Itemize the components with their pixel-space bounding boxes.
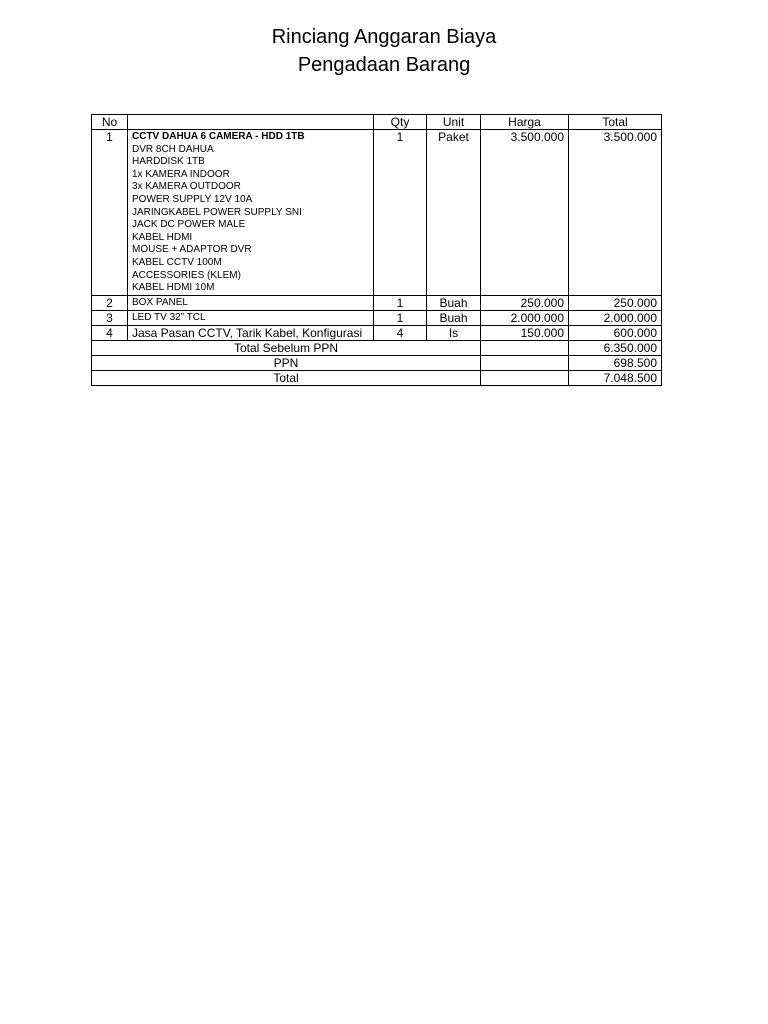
row-no: 1	[92, 130, 128, 296]
row-harga: 250.000	[481, 295, 569, 310]
row-unit: Paket	[427, 130, 481, 296]
detail-line: HARDDISK 1TB	[132, 156, 205, 168]
row-qty: 1	[374, 295, 427, 310]
table-row	[92, 295, 662, 310]
row-no: 4	[92, 325, 128, 340]
row-harga: 2.000.000	[481, 310, 569, 325]
row-harga: 3.500.000	[481, 130, 569, 296]
header-total: Total	[569, 115, 662, 130]
row-item-title: Jasa Pasan CCTV, Tarik Kabel, Konfigurasi	[128, 325, 374, 340]
subtotal-value: 6.350.000	[569, 340, 662, 355]
grand-total-value: 7.048.500	[569, 370, 662, 385]
detail-line: 1x KAMERA INDOOR	[132, 168, 230, 180]
ppn-label: PPN	[92, 355, 481, 370]
row-total: 3.500.000	[569, 130, 662, 296]
header-unit: Unit	[427, 115, 481, 130]
row-unit: Is	[427, 325, 481, 340]
ppn-empty-cell	[481, 355, 569, 370]
table-row	[92, 310, 662, 325]
row-item-title: BOX PANEL	[128, 295, 374, 310]
detail-line: KABEL HDMI 10M	[132, 282, 215, 294]
row-qty: 1	[374, 130, 427, 296]
subtotal-empty-cell	[481, 340, 569, 355]
subtotal-row	[92, 340, 662, 355]
row-qty: 1	[374, 310, 427, 325]
header-qty: Qty	[374, 115, 427, 130]
grand-total-label: Total	[92, 370, 481, 385]
detail-line: KABEL CCTV 100M	[132, 256, 222, 268]
grand-total-empty-cell	[481, 370, 569, 385]
row-total: 600.000	[569, 325, 662, 340]
budget-table	[91, 114, 662, 386]
grand-total-row	[92, 370, 662, 385]
detail-line: JACK DC POWER MALE	[132, 219, 246, 231]
row-harga: 150.000	[481, 325, 569, 340]
row-no: 2	[92, 295, 128, 310]
detail-line: 3x KAMERA OUTDOOR	[132, 181, 241, 193]
row-qty: 4	[374, 325, 427, 340]
row-unit: Buah	[427, 295, 481, 310]
document-title: Rinciang Anggaran Biaya	[271, 26, 497, 48]
row-unit: Buah	[427, 310, 481, 325]
table-header-row	[92, 115, 662, 130]
detail-line: ACCESSORIES (KLEM)	[132, 269, 241, 281]
detail-line: DVR 8CH DAHUA	[132, 143, 214, 155]
detail-line: KABEL HDMI	[132, 231, 193, 243]
document-subtitle: Pengadaan Barang	[297, 54, 471, 76]
row-item-title: LED TV 32” TCL	[128, 310, 374, 325]
ppn-value: 698.500	[569, 355, 662, 370]
row-total: 250.000	[569, 295, 662, 310]
row-no: 3	[92, 310, 128, 325]
row-total: 2.000.000	[569, 310, 662, 325]
table-row	[92, 325, 662, 340]
ppn-row	[92, 355, 662, 370]
header-harga: Harga	[481, 115, 569, 130]
header-item	[128, 115, 374, 130]
detail-line: MOUSE + ADAPTOR DVR	[132, 244, 252, 256]
row-item-details	[128, 130, 374, 296]
header-no: No	[92, 115, 128, 130]
subtotal-label: Total Sebelum PPN	[92, 340, 481, 355]
table-row	[92, 130, 662, 296]
row-item-title: CCTV DAHUA 6 CAMERA - HDD 1TB	[132, 131, 305, 142]
detail-line: JARINGKABEL POWER SUPPLY SNI	[132, 206, 302, 218]
detail-line: POWER SUPPLY 12V 10A	[132, 193, 253, 205]
